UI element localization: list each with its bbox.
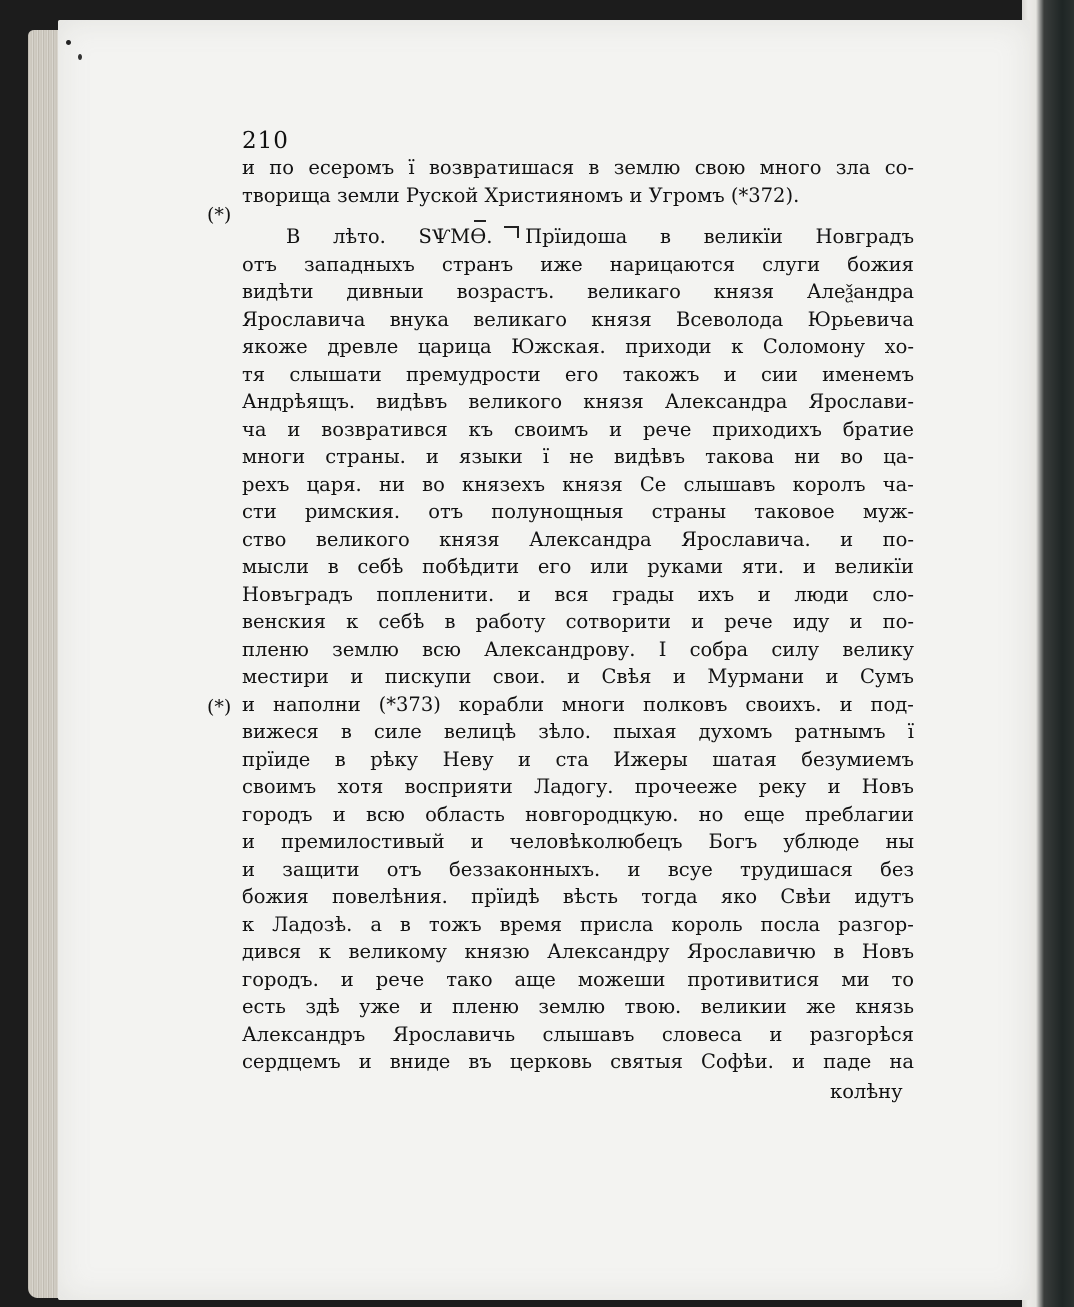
text-line: сти римския. отъ полунощныя страны таковое муж- [242,500,914,523]
text-line: и защити отъ беззаконныхъ. и всуе трудишася без [242,857,914,881]
text-line: Александръ Ярославичь слышавъ словеса и разгорѣся [242,1022,914,1046]
text-line: мысли в себѣ побѣдити его или руками яти. и великїи [242,555,914,578]
text-line: есть здѣ уже и пленю землю твою. великии же князь [242,995,914,1018]
text-line: дився к великому князю Александру Ярославичю в Новъ [242,940,914,963]
text-line: ство великого князя Александра Ярославича. и по- [242,527,914,551]
text-line: к Ладозѣ. а в тожъ время присла король посла разгор- [242,912,914,936]
text-line: сердцемъ и вниде въ церковь святыя Софѣи. и паде на [242,1050,914,1073]
text-line: городъ. и рече тако аще можеши противитися ми то [242,967,914,991]
text-line: тя слышати премудрости его такожъ и сии именемъ [242,362,914,386]
text-line: прїиде в рѣку Неву и ста Ижеры шатая безумиемъ [242,747,914,771]
text-line: венския к себѣ в работу сотворити и рече иду и по- [242,610,914,633]
text-line: рехъ царя. ни во князехъ князя Се слышавъ королъ ча- [242,472,914,496]
text-line: В лѣто. ЅѰМѲ. Прїидоша в великїи Новградъ [286,225,914,248]
text-line: Ярославича внука великаго князя Всеволода Юрьевича [242,307,914,331]
marginal-note: (*) [207,696,232,718]
ink-spot [66,40,71,45]
text-line: пленю землю всю Александрову. І собра силу велику [242,637,914,661]
text-line: своимъ хотя восприяти Ладогу. прочееже реку и Новъ [242,775,914,798]
text-line: божия повелѣния. прїидѣ вѣсть тогда яко Свѣи идутъ [242,885,914,908]
text-line: творища земли Руской Християномъ и Угромъ (*372). [242,183,800,207]
text-line: Андрѣящъ. видѣвъ великого князя Александра Ярослави- [242,390,914,413]
catchword: колѣну [830,1080,903,1103]
page-number: 210 [242,128,289,154]
paragraph-gap [242,209,914,223]
text-line: видѣти дивныи возрастъ. великаго князя Алеѯандра [242,280,914,303]
text-line: ча и возвратився къ своимъ и рече приходихъ братие [242,417,914,441]
text-line: якоже древле царица Южская. приходи к Соломону хо- [242,335,914,358]
text-line: и наполни (*373) корабли многи полковъ своихъ. и под- [242,692,914,716]
text-line: отъ западныхъ странъ иже нарицаются слуги божия [242,252,914,276]
text-line: вижеся в силе велицѣ зѣло. пыхая духомъ ратнымъ ї [242,720,914,743]
text-line: Новъградъ попленити. и вся грады ихъ и люди сло- [242,582,914,606]
text-line: местири и пискупи свои. и Свѣя и Мурмани и Сумъ [242,665,914,688]
marginal-note: (*) [207,204,232,226]
body-text [242,154,914,1076]
text-line: и по есеромъ ї возвратишася в землю свою много зла со- [242,156,914,179]
text-line: и премилостивый и человѣколюбецъ Богъ ублюде ны [242,830,914,853]
ink-spot [78,54,82,60]
text-line: городъ и всю область новгородцкую. но еще преблагии [242,802,914,826]
text-line: многи страны. и языки ї не видѣвъ такова ни во ца- [242,445,914,468]
